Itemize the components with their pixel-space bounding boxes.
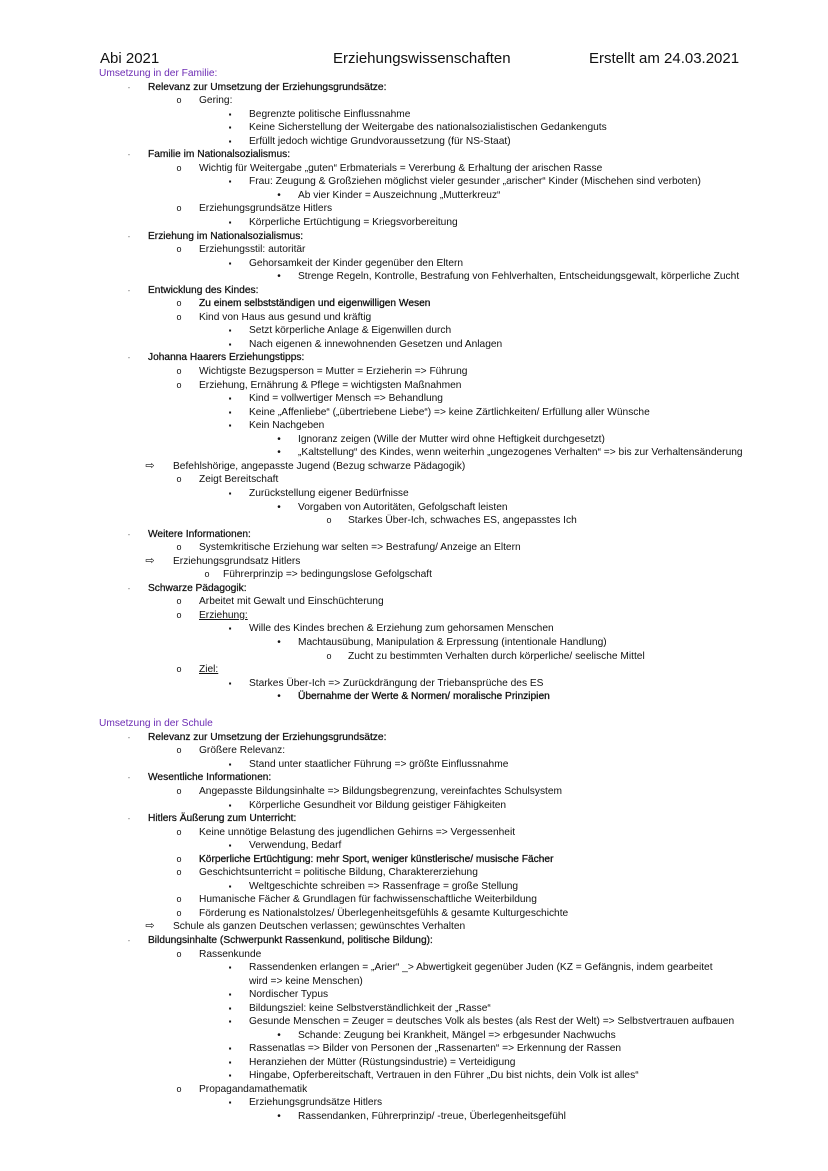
outline-item bbox=[0, 690, 828, 704]
outline-item-text: Befehlshörige, angepasste Jugend (Bezug schwarze Pädagogik) bbox=[173, 460, 466, 472]
outline-item-text: Kein Nachgeben bbox=[249, 420, 325, 432]
outline-item-text: Erziehung, Ernährung & Pflege = wichtigsten Maßnahmen bbox=[199, 379, 462, 391]
outline-item-text: Ziel: bbox=[199, 664, 219, 676]
outline-item-text: Vorgaben von Autoritäten, Gefolgschaft leisten bbox=[298, 501, 508, 513]
circle-bullet-icon: o bbox=[204, 569, 210, 580]
outline-item-text: Größere Relevanz: bbox=[199, 745, 286, 757]
outline-item-text: Weltgeschichte schreiben => Rassenfrage = große Stellung bbox=[249, 880, 519, 892]
outline-item bbox=[0, 501, 828, 515]
outline-item bbox=[0, 216, 828, 230]
outline-item bbox=[0, 162, 828, 176]
outline-item-text: Erziehungsgrundsätze Hitlers bbox=[249, 1097, 383, 1109]
square-bullet-icon: ▪ bbox=[228, 841, 232, 851]
outline-item-text: Schande: Zeugung bei Krankheit, Mängel => erbgesunder Nachwuchs bbox=[298, 1029, 616, 1041]
outline-item-text: Propagandamathematik bbox=[199, 1083, 308, 1095]
outline-item bbox=[0, 189, 828, 203]
outline-item-text: Verwendung, Bedarf bbox=[249, 840, 342, 852]
outline-item-text: Arbeitet mit Gewalt und Einschüchterung bbox=[199, 596, 384, 608]
circle-bullet-icon: o bbox=[176, 244, 182, 255]
outline-item-text: Erfüllt jedoch wichtige Grundvoraussetzung (für NS-Staat) bbox=[249, 135, 511, 147]
outline-item bbox=[0, 1069, 828, 1083]
outline-item-text: Rassendanken, Führerprinzip/ -treue, Überlegenheitsgefühl bbox=[298, 1111, 566, 1123]
outline-item-text: Keine unnötige Belastung des jugendlichen Gehirns => Vergessenheit bbox=[199, 826, 516, 838]
square-bullet-icon: ▪ bbox=[228, 488, 232, 498]
outline-item-text: Rassendenken erlangen = „Arier“ _> Abwertigkeit gegenüber Juden (KZ = Gefängnis, indem gearbeitet wird => keine Menschen) bbox=[249, 962, 713, 987]
circle-bullet-icon: o bbox=[176, 542, 182, 553]
outline-item bbox=[0, 460, 828, 474]
dot-bullet-icon: • bbox=[277, 1029, 281, 1041]
arrow-bullet-icon: ⇨ bbox=[145, 459, 155, 472]
outline-item-text: Zu einem selbstständigen und eigenwilligen Wesen bbox=[199, 298, 431, 310]
dot-bullet-icon: • bbox=[277, 189, 281, 201]
outline-item bbox=[0, 1015, 828, 1029]
outline-item-text: Zeigt Bereitschaft bbox=[199, 474, 279, 486]
outline-item bbox=[0, 324, 828, 338]
blank-line bbox=[0, 704, 828, 718]
dash-bullet-icon: - bbox=[127, 583, 131, 593]
outline-item bbox=[0, 297, 828, 311]
outline-item bbox=[0, 284, 828, 298]
outline-item-text: Schule als ganzen Deutschen verlassen; gewünschtes Verhalten bbox=[173, 921, 466, 933]
square-bullet-icon: ▪ bbox=[228, 177, 232, 187]
outline-item bbox=[0, 379, 828, 393]
outline-item bbox=[0, 961, 828, 988]
outline-item bbox=[0, 622, 828, 636]
square-bullet-icon: ▪ bbox=[228, 1057, 232, 1067]
dot-bullet-icon: • bbox=[277, 1111, 281, 1123]
outline-item bbox=[0, 812, 828, 826]
outline-item-text: Gering: bbox=[199, 95, 233, 107]
dash-bullet-icon: - bbox=[127, 150, 131, 160]
outline-item bbox=[0, 81, 828, 95]
circle-bullet-icon: o bbox=[176, 609, 182, 620]
outline-item bbox=[0, 230, 828, 244]
outline-item bbox=[0, 257, 828, 271]
outline-item bbox=[0, 487, 828, 501]
circle-bullet-icon: o bbox=[176, 664, 182, 675]
outline-item-text: Gesunde Menschen = Zeuger = deutsches Volk als bestes (als Rest der Welt) => Selbstvertrauen aufbauen bbox=[249, 1016, 735, 1028]
square-bullet-icon: ▪ bbox=[228, 123, 232, 133]
outline-item bbox=[0, 731, 828, 745]
outline-item bbox=[0, 1002, 828, 1016]
circle-bullet-icon: o bbox=[326, 515, 332, 526]
section-heading bbox=[0, 67, 828, 81]
outline-item-text: Kind von Haus aus gesund und kräftig bbox=[199, 311, 372, 323]
outline-item bbox=[0, 1083, 828, 1097]
circle-bullet-icon: o bbox=[176, 907, 182, 918]
outline-item bbox=[0, 1042, 828, 1056]
outline-item-text: Wichtig für Weitergabe „guten“ Erbmaterials = Vererbung & Erhaltung der arischen Rasse bbox=[199, 162, 603, 174]
outline-item-text: Starkes Über-Ich, schwaches ES, angepasstes Ich bbox=[348, 515, 577, 527]
outline-item-text: Strenge Regeln, Kontrolle, Bestrafung von Fehlverhalten, Entscheidungsgewalt, körperliche Zucht bbox=[298, 271, 740, 283]
circle-bullet-icon: o bbox=[176, 596, 182, 607]
square-bullet-icon: ▪ bbox=[228, 963, 232, 973]
outline-item-text: Wesentliche Informationen: bbox=[148, 772, 272, 784]
square-bullet-icon: ▪ bbox=[228, 136, 232, 146]
outline-item-text: Gehorsamkeit der Kinder gegenüber den Eltern bbox=[249, 257, 464, 269]
circle-bullet-icon: o bbox=[176, 203, 182, 214]
outline-item-text: Übernahme der Werte & Normen/ moralische Prinzipien bbox=[298, 691, 550, 703]
outline-item-text: Geschichtsunterricht = politische Bildung, Charaktererziehung bbox=[199, 867, 478, 879]
dash-bullet-icon: - bbox=[127, 936, 131, 945]
outline-item-text: Begrenzte politische Einflussnahme bbox=[249, 108, 411, 120]
arrow-bullet-icon: ⇨ bbox=[145, 554, 155, 567]
circle-bullet-icon: o bbox=[176, 95, 182, 106]
outline-item-text: Wichtigste Bezugsperson = Mutter = Erzieherin => Führung bbox=[199, 366, 468, 378]
outline-item bbox=[0, 582, 828, 596]
dot-bullet-icon: • bbox=[277, 433, 281, 445]
outline-item bbox=[0, 609, 828, 623]
outline-item-text: Bildungsinhalte (Schwerpunkt Rassenkund, politische Bildung): bbox=[148, 935, 433, 946]
square-bullet-icon: ▪ bbox=[228, 1003, 232, 1013]
square-bullet-icon: ▪ bbox=[228, 421, 232, 431]
outline-item-text: Umsetzung in der Schule bbox=[99, 718, 213, 730]
circle-bullet-icon: o bbox=[176, 867, 182, 878]
circle-bullet-icon: o bbox=[176, 366, 182, 377]
outline-item bbox=[0, 528, 828, 542]
dash-bullet-icon: - bbox=[127, 353, 131, 363]
outline-item-text: Kind = vollwertiger Mensch => Behandlung bbox=[249, 393, 443, 405]
outline-item bbox=[0, 419, 828, 433]
square-bullet-icon: ▪ bbox=[228, 407, 232, 417]
dash-bullet-icon: - bbox=[127, 529, 131, 539]
square-bullet-icon: ▪ bbox=[228, 624, 232, 634]
outline-item-text: Systemkritische Erziehung war selten => Bestrafung/ Anzeige an Eltern bbox=[199, 542, 521, 554]
section-heading bbox=[0, 717, 828, 731]
outline-item-text: Bildungsziel: keine Selbstverständlichkeit der „Rasse“ bbox=[249, 1002, 491, 1014]
outline-item bbox=[0, 555, 828, 569]
dot-bullet-icon: • bbox=[277, 501, 281, 513]
circle-bullet-icon: o bbox=[326, 650, 332, 661]
outline-item bbox=[0, 270, 828, 284]
outline-item-text: Rassenatlas => Bilder von Personen der „Rassenarten“ => Erkennung der Rassen bbox=[249, 1043, 622, 1055]
dash-bullet-icon: - bbox=[127, 82, 131, 92]
outline-item-text: Schwarze Pädagogik: bbox=[148, 582, 247, 594]
outline-item-text: Johanna Haarers Erziehungstipps: bbox=[148, 352, 305, 364]
outline-item bbox=[0, 148, 828, 162]
circle-bullet-icon: o bbox=[176, 894, 182, 905]
outline-item-text: Ignoranz zeigen (Wille der Mutter wird ohne Heftigkeit durchgesetzt) bbox=[298, 433, 605, 445]
dot-bullet-icon: • bbox=[277, 447, 281, 459]
outline-item bbox=[0, 948, 828, 962]
outline-item-text: Erziehungsgrundsätze Hitlers bbox=[199, 203, 333, 215]
outline-item-text: Heranziehen der Mütter (Rüstungsindustrie) = Verteidigung bbox=[249, 1056, 516, 1068]
outline-item bbox=[0, 866, 828, 880]
outline-item-text: Wille des Kindes brechen & Erziehung zum gehorsamen Menschen bbox=[249, 623, 554, 635]
outline-item bbox=[0, 1096, 828, 1110]
outline-item bbox=[0, 406, 828, 420]
outline-item bbox=[0, 880, 828, 894]
circle-bullet-icon: o bbox=[176, 948, 182, 959]
outline-item bbox=[0, 934, 828, 948]
square-bullet-icon: ▪ bbox=[228, 1071, 232, 1081]
dash-bullet-icon: - bbox=[127, 231, 131, 241]
outline-item-text: Körperliche Gesundheit vor Bildung geistiger Fähigkeiten bbox=[249, 799, 507, 811]
outline-item bbox=[0, 392, 828, 406]
dot-bullet-icon: • bbox=[277, 691, 281, 703]
outline-item bbox=[0, 121, 828, 135]
outline-item-text: Machtausübung, Manipulation & Erpressung (intentionale Handlung) bbox=[298, 636, 607, 648]
circle-bullet-icon: o bbox=[176, 853, 182, 864]
square-bullet-icon: ▪ bbox=[228, 881, 232, 891]
outline-item bbox=[0, 826, 828, 840]
outline-item bbox=[0, 988, 828, 1002]
square-bullet-icon: ▪ bbox=[228, 990, 232, 1000]
circle-bullet-icon: o bbox=[176, 474, 182, 485]
outline-item bbox=[0, 135, 828, 149]
outline-item bbox=[0, 920, 828, 934]
outline-item-text: Erziehungsgrundsatz Hitlers bbox=[173, 555, 301, 567]
document-body bbox=[0, 67, 828, 1124]
circle-bullet-icon: o bbox=[176, 379, 182, 390]
outline-item bbox=[0, 758, 828, 772]
square-bullet-icon: ▪ bbox=[228, 1098, 232, 1108]
outline-item bbox=[0, 1029, 828, 1043]
outline-item bbox=[0, 243, 828, 257]
outline-item-text: Körperliche Ertüchtigung = Kriegsvorbereitung bbox=[249, 217, 458, 229]
square-bullet-icon: ▪ bbox=[228, 1044, 232, 1054]
outline-item bbox=[0, 514, 828, 528]
circle-bullet-icon: o bbox=[176, 1083, 182, 1094]
circle-bullet-icon: o bbox=[176, 785, 182, 796]
outline-item bbox=[0, 663, 828, 677]
outline-item-text: „Kaltstellung“ des Kindes, wenn weiterhin „ungezogenes Verhalten“ => bis zur Verhaltensänderung bbox=[298, 447, 743, 459]
outline-item-text: Starkes Über-Ich => Zurückdrängung der Triebansprüche des ES bbox=[249, 677, 544, 689]
outline-item bbox=[0, 311, 828, 325]
outline-item bbox=[0, 893, 828, 907]
outline-item-text: Weitere Informationen: bbox=[148, 528, 251, 540]
square-bullet-icon: ▪ bbox=[228, 678, 232, 688]
outline-item bbox=[0, 771, 828, 785]
outline-item-text: Rassenkunde bbox=[199, 948, 262, 960]
outline-item bbox=[0, 785, 828, 799]
outline-item-text: Keine Sicherstellung der Weitergabe des nationalsozialistischen Gedankenguts bbox=[249, 122, 607, 134]
outline-item-text: Relevanz zur Umsetzung der Erziehungsgrundsätze: bbox=[148, 81, 387, 93]
outline-item bbox=[0, 1110, 828, 1124]
outline-item-text: Erziehung im Nationalsozialismus: bbox=[148, 230, 304, 242]
outline-item bbox=[0, 595, 828, 609]
square-bullet-icon: ▪ bbox=[228, 1017, 232, 1027]
dash-bullet-icon: - bbox=[127, 732, 131, 742]
outline-item bbox=[0, 853, 828, 867]
square-bullet-icon: ▪ bbox=[228, 800, 232, 810]
outline-item-text: Erziehung: bbox=[199, 609, 248, 621]
outline-item bbox=[0, 568, 828, 582]
outline-item bbox=[0, 108, 828, 122]
header-center: Erziehungswissenschaften bbox=[333, 50, 511, 67]
square-bullet-icon: ▪ bbox=[228, 394, 232, 404]
outline-item-text: Ab vier Kinder = Auszeichnung „Mutterkreuz“ bbox=[298, 189, 501, 201]
square-bullet-icon: ▪ bbox=[228, 759, 232, 769]
header-right: Erstellt am 24.03.2021 bbox=[589, 50, 740, 67]
outline-item-text: Entwicklung des Kindes: bbox=[148, 284, 259, 296]
square-bullet-icon: ▪ bbox=[228, 339, 232, 349]
outline-item bbox=[0, 1056, 828, 1070]
dash-bullet-icon: - bbox=[127, 285, 131, 295]
square-bullet-icon: ▪ bbox=[228, 109, 232, 119]
square-bullet-icon: ▪ bbox=[228, 218, 232, 228]
outline-item bbox=[0, 799, 828, 813]
circle-bullet-icon: o bbox=[176, 298, 182, 309]
outline-item-text: Zurückstellung eigener Bedürfnisse bbox=[249, 487, 409, 499]
outline-item-text: Führerprinzip => bedingungslose Gefolgschaft bbox=[223, 569, 432, 581]
outline-item bbox=[0, 365, 828, 379]
square-bullet-icon: ▪ bbox=[228, 258, 232, 268]
dash-bullet-icon: - bbox=[127, 814, 131, 824]
dash-bullet-icon: - bbox=[127, 773, 131, 783]
outline-item bbox=[0, 650, 828, 664]
outline-item bbox=[0, 907, 828, 921]
outline-item bbox=[0, 433, 828, 447]
outline-item-text: Nach eigenen & innewohnenden Gesetzen und Anlagen bbox=[249, 338, 503, 350]
outline-item bbox=[0, 677, 828, 691]
outline-item bbox=[0, 202, 828, 216]
outline-item bbox=[0, 744, 828, 758]
outline-item bbox=[0, 446, 828, 460]
outline-item-text: Angepasste Bildungsinhalte => Bildungsbegrenzung, vereinfachtes Schulsystem bbox=[199, 785, 563, 797]
outline-item-text: Keine „Affenliebe“ („übertriebene Liebe“) => keine Zärtlichkeiten/ Erfüllung aller Wünsche bbox=[249, 406, 650, 418]
outline-item-text: Erziehungsstil: autoritär bbox=[199, 244, 306, 256]
dot-bullet-icon: • bbox=[277, 636, 281, 648]
arrow-bullet-icon: ⇨ bbox=[145, 920, 155, 933]
outline-item-text: Familie im Nationalsozialismus: bbox=[148, 149, 291, 161]
outline-item-text: Hingabe, Opferbereitschaft, Vertrauen in den Führer „Du bist nichts, dein Volk ist alles“ bbox=[249, 1070, 639, 1082]
outline-item-text: Nordischer Typus bbox=[249, 989, 329, 1001]
outline-item bbox=[0, 351, 828, 365]
outline-item bbox=[0, 94, 828, 108]
outline-item-text: Setzt körperliche Anlage & Eigenwillen durch bbox=[249, 325, 452, 337]
header-left: Abi 2021 bbox=[100, 50, 160, 67]
outline-item bbox=[0, 839, 828, 853]
outline-item bbox=[0, 175, 828, 189]
outline-item-text: Förderung es Nationalstolzes/ Überlegenheitsgefühls & gesamte Kulturgeschichte bbox=[199, 907, 569, 919]
circle-bullet-icon: o bbox=[176, 162, 182, 173]
circle-bullet-icon: o bbox=[176, 745, 182, 756]
circle-bullet-icon: o bbox=[176, 311, 182, 322]
outline-item-text: Frau: Zeugung & Großziehen möglichst vieler gesunder „arischer“ Kinder (Mischehen sind verboten) bbox=[249, 176, 701, 188]
outline-item-text: Relevanz zur Umsetzung der Erziehungsgrundsätze: bbox=[148, 731, 387, 743]
outline-item-text: Humanische Fächer & Grundlagen für fachwissenschaftliche Weiterbildung bbox=[199, 894, 537, 906]
circle-bullet-icon: o bbox=[176, 826, 182, 837]
outline-item bbox=[0, 338, 828, 352]
dot-bullet-icon: • bbox=[277, 271, 281, 283]
outline-item-text: Körperliche Ertüchtigung: mehr Sport, weniger künstlerische/ musische Fächer bbox=[199, 853, 554, 865]
outline-item-text: Hitlers Äußerung zum Unterricht: bbox=[148, 813, 297, 825]
square-bullet-icon: ▪ bbox=[228, 326, 232, 336]
outline-item bbox=[0, 541, 828, 555]
outline-item-text: Zucht zu bestimmten Verhalten durch körperliche/ seelische Mittel bbox=[348, 650, 645, 662]
outline-item-text: Stand unter staatlicher Führung => größte Einflussnahme bbox=[249, 758, 509, 770]
outline-item bbox=[0, 473, 828, 487]
outline-item-text: Umsetzung in der Familie: bbox=[99, 68, 218, 79]
outline-item bbox=[0, 636, 828, 650]
